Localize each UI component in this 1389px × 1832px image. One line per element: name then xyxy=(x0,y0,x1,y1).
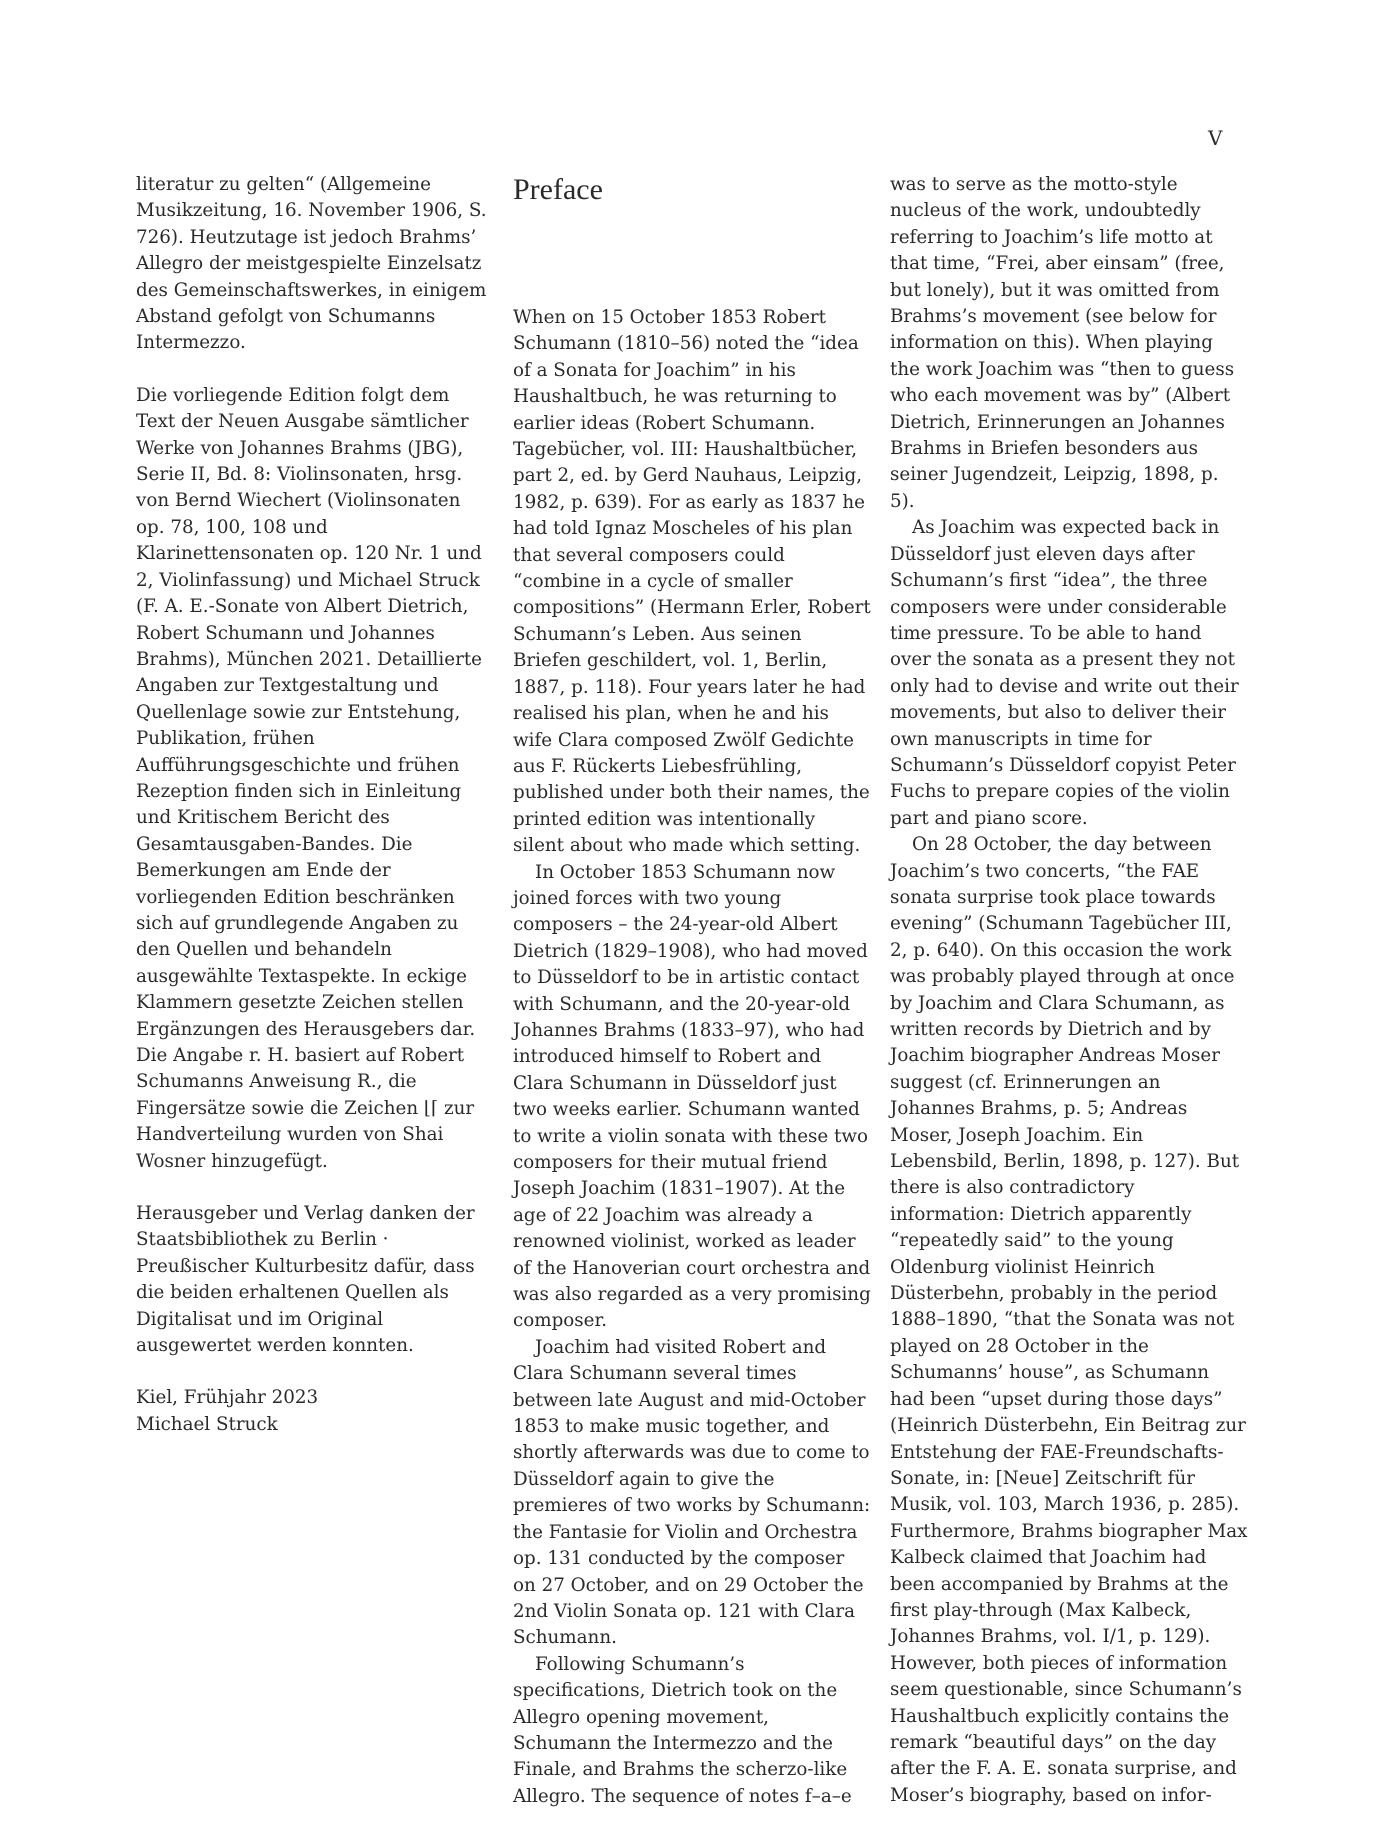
paragraph: Joachim had visited Robert and Clara Schumann several times between late August and mid-October 1853 to make music together, and shortly afterwards was due to come to Düsseldorf again to give the premieres of two works by Schumann: the Fantasie for Violin and Orchestra op. 131 conducted by the composer on 27 October, and on 29 October the 2nd Violin Sonata op. 121 with Clara Schumann. xyxy=(513,1336,871,1649)
place-date: Kiel, Frühjahr 2023 xyxy=(136,1387,319,1409)
paragraph: In October 1853 Schumann now joined forces with two young composers – the 24-year-old Albert Dietrich (1829–1908), who had moved to Düsseldorf to be in artistic contact with Schumann, and the 20-year-old Johannes Brahms (1833–97), who had introduced himself to Robert and Clara Schumann in Düsseldorf just two weeks earlier. Schumann wanted to write a violin sonata with these two composers for their mutual friend Joseph Joachim (1831–1907). At the age of 22 Joachim was already a renowned violinist, worked as leader of the Hanoverian court orchestra and was also regarded as a very promising composer. xyxy=(513,861,871,1332)
column-left xyxy=(136,172,494,1438)
paragraph: Die vorliegende Edition folgt dem Text der Neuen Ausgabe sämtlicher Werke von Johannes Brahms (JBG), Serie II, Bd. 8: Violinsonaten, hrsg. von Bernd Wiechert (Violinsonaten op. 78, 100, 108 und Klarinettensonaten op. 120 Nr. 1 und 2, Violinfassung) und Michael Struck (F. A. E.-Sonate von Albert Dietrich, Robert Schumann und Johannes Brahms), München 2021. Detaillierte Angaben zur Textgestaltung und Quellenlage sowie zur Entstehung, Publikation, frühen Aufführungsgeschichte und frühen Rezeption finden sich in Einleitung und Kritischem Bericht des Gesamtausgaben-Bandes. Die Bemerkungen am Ende der vorliegenden Edition beschränken sich auf grundlegende Angaben zu den Quellen und behandeln ausgewählte Textaspekte. In eckige Klammern gesetzte Zeichen stellen Ergänzungen des Herausgebers dar. Die Angabe r. H. basiert auf Robert Schumanns Anweisung R., die Fingersätze sowie die Zeichen ⌊⌈ zur Handverteilung wurden von Shai Wosner hinzugefügt. xyxy=(136,384,482,1172)
page-title: Preface xyxy=(513,173,603,206)
paragraph: Herausgeber und Verlag danken der Staatsbibliothek zu Berlin · Preußischer Kulturbesitz dafür, dass die beiden erhaltenen Quellen als Digitalisat und im Original ausgewertet werden konnten. xyxy=(136,1203,475,1357)
paragraph: literatur zu gelten“ (Allgemeine Musikzeitung, 16. November 1906, S. 726). Heutzutage ist jedoch Brahms’ Allegro der meistgespielte Einzelsatz des Gemeinschaftswerkes, in einigem Abstand gefolgt von Schumanns Intermezzo. xyxy=(136,174,487,354)
paragraph: was to serve as the motto-style nucleus of the work, undoubtedly referring to Joachim’s life motto at that time, “Frei, aber einsam” (free, but lonely), but it was omitted from Brahms’s movement (see below for information on this). When playing the work Joachim was “then to guess who each movement was by” (Albert Dietrich, Erinnerungen an Johannes Brahms in Briefen besonders aus seiner Jugendzeit, Leipzig, 1898, p. 5). xyxy=(890,174,1235,512)
column-right xyxy=(890,172,1248,1809)
author-signature: Michael Struck xyxy=(136,1413,278,1435)
column-middle xyxy=(513,170,871,1810)
page-number: V xyxy=(1208,126,1223,150)
paragraph: When on 15 October 1853 Robert Schumann (1810–56) noted the “idea of a Sonata for Joachim” in his Haushaltbuch, he was returning to earlier ideas (Robert Schumann. Tagebücher, vol. III: Haushaltbücher, part 2, ed. by Gerd Nauhaus, Leipzig, 1982, p. 639). For as early as 1837 he had told Ignaz Moscheles of his plan that several composers could “combine in a cycle of smaller compositions” (Hermann Erler, Robert Schumann’s Leben. Aus seinen Briefen geschildert, vol. 1, Berlin, 1887, p. 118). Four years later he had realised his plan, when he and his wife Clara composed Zwölf Gedichte aus F. Rückerts Liebesfrühling, published under both their names, the printed edition was intentionally silent about who made which setting. xyxy=(513,307,871,857)
paragraph: Following Schumann’s specifications, Dietrich took on the Allegro opening movement, Schumann the Intermezzo and the Finale, and Brahms the scherzo-like Allegro. The sequence of notes f–a–e xyxy=(513,1653,852,1807)
paragraph: On 28 October, the day between Joachim’s two concerts, “the FAE sonata surprise took place towards evening” (Schumann Tagebücher III, 2, p. 640). On this occasion the work was probably played through at once by Joachim and Clara Schumann, as written records by Dietrich and by Joachim biographer Andreas Moser suggest (cf. Erinnerungen an Johannes Brahms, p. 5; Andreas Moser, Joseph Joachim. Ein Lebensbild, Berlin, 1898, p. 127). But there is also contradictory information: Dietrich apparently “repeatedly said” to the young Oldenburg violinist Heinrich Düsterbehn, probably in the period 1888–1890, “that the Sonata was not played on 28 October in the Schumanns’ house”, as Schumann had been “upset during those days” (Heinrich Düsterbehn, Ein Beitrag zur Entstehung der FAE-Freundschafts-Sonate, in: [Neue] Zeitschrift für Musik, vol. 103, March 1936, p. 285). Furthermore, Brahms biographer Max Kalbeck claimed that Joachim had been accompanied by Brahms at the first play-through (Max Kalbeck, Johannes Brahms, vol. I/1, p. 129). However, both pieces of information seem questionable, since Schumann’s Haushaltbuch explicitly contains the remark “beautiful days” on the day after the F. A. E. sonata surprise, and Moser’s biography, based on infor- xyxy=(890,834,1248,1806)
paragraph: As Joachim was expected back in Düsseldorf just eleven days after Schumann’s first “idea”, the three composers were under considerable time pressure. To be able to hand over the sonata as a present they not only had to devise and write out their movements, but also to deliver their own manuscripts in time for Schumann’s Düsseldorf copyist Peter Fuchs to prepare copies of the violin part and piano score. xyxy=(890,517,1239,829)
